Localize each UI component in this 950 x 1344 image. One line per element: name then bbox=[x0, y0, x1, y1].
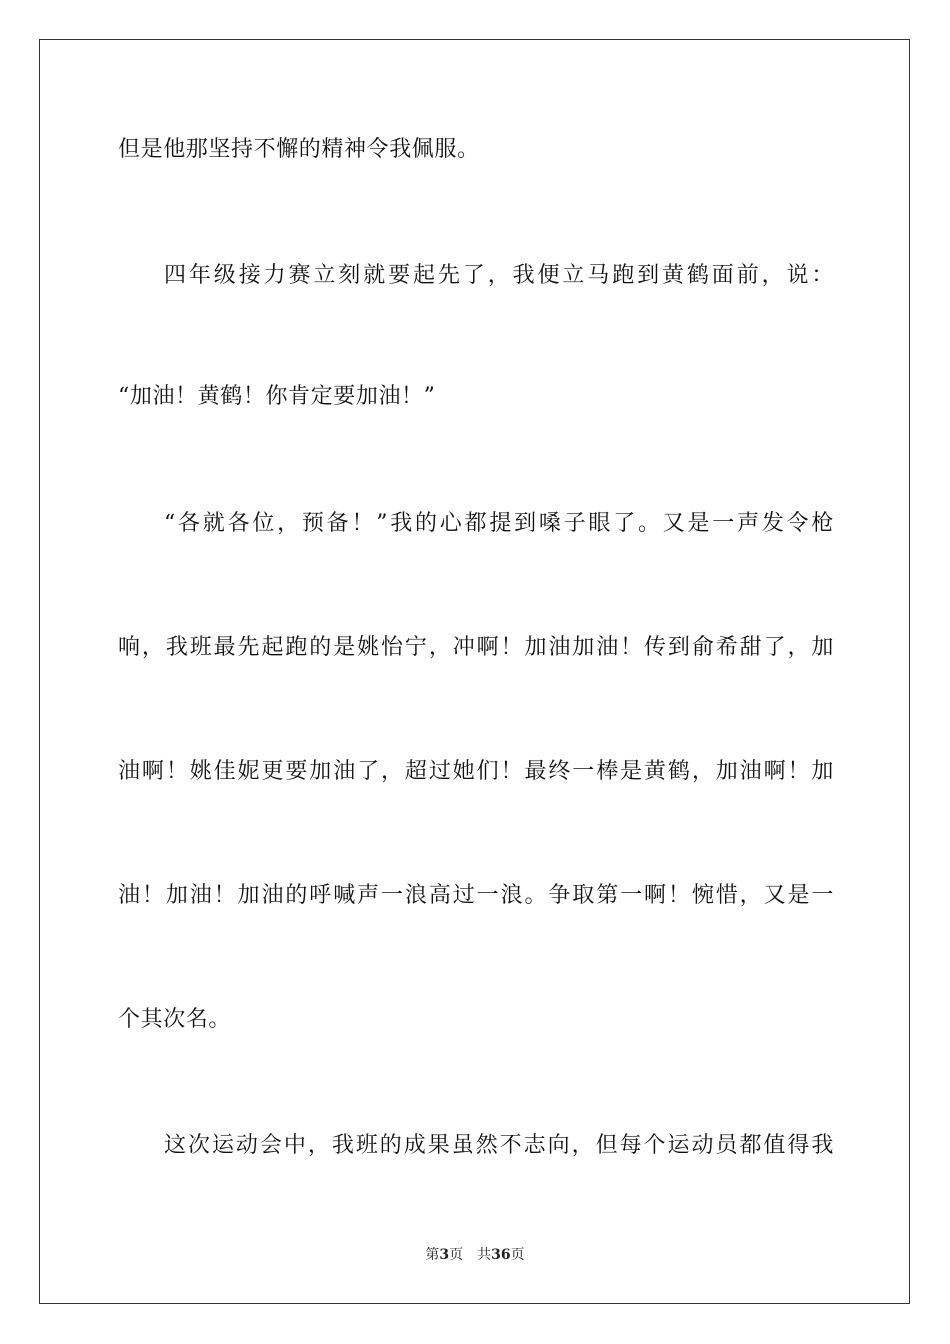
text-line-7: 油！加油！加油的呼喊声一浪高过一浪。争取第一啊！惋惜，又是一 bbox=[118, 883, 834, 908]
footer-page-suffix: 页 bbox=[449, 1247, 464, 1263]
page-footer bbox=[0, 1245, 950, 1265]
text-line-9: 这次运动会中，我班的成果虽然不志向，但每个运动员都值得我 bbox=[164, 1133, 834, 1158]
footer-total-prefix: 共 bbox=[477, 1247, 492, 1263]
text-line-4: “各就各位，预备！”我的心都提到嗓子眼了。又是一声发令枪 bbox=[164, 511, 834, 536]
text-line-5: 响，我班最先起跑的是姚怡宁，冲啊！加油加油！传到俞希甜了，加 bbox=[118, 635, 834, 660]
text-line-6: 油啊！姚佳妮更要加油了，超过她们！最终一棒是黄鹤，加油啊！加 bbox=[118, 759, 834, 784]
footer-page-number: 3 bbox=[439, 1247, 450, 1263]
page-border bbox=[39, 39, 910, 1304]
text-line-8: 个其次名。 bbox=[118, 1007, 232, 1032]
text-line-2: 四年级接力赛立刻就要起先了，我便立马跑到黄鹤面前，说： bbox=[164, 263, 834, 288]
footer-total-suffix: 页 bbox=[510, 1247, 525, 1263]
footer-total-number: 36 bbox=[491, 1247, 511, 1263]
text-line-1: 但是他那坚持不懈的精神令我佩服。 bbox=[118, 137, 480, 162]
footer-page-prefix: 第 bbox=[425, 1247, 440, 1263]
text-line-3: “加油！黄鹤！你肯定要加油！” bbox=[118, 384, 436, 409]
